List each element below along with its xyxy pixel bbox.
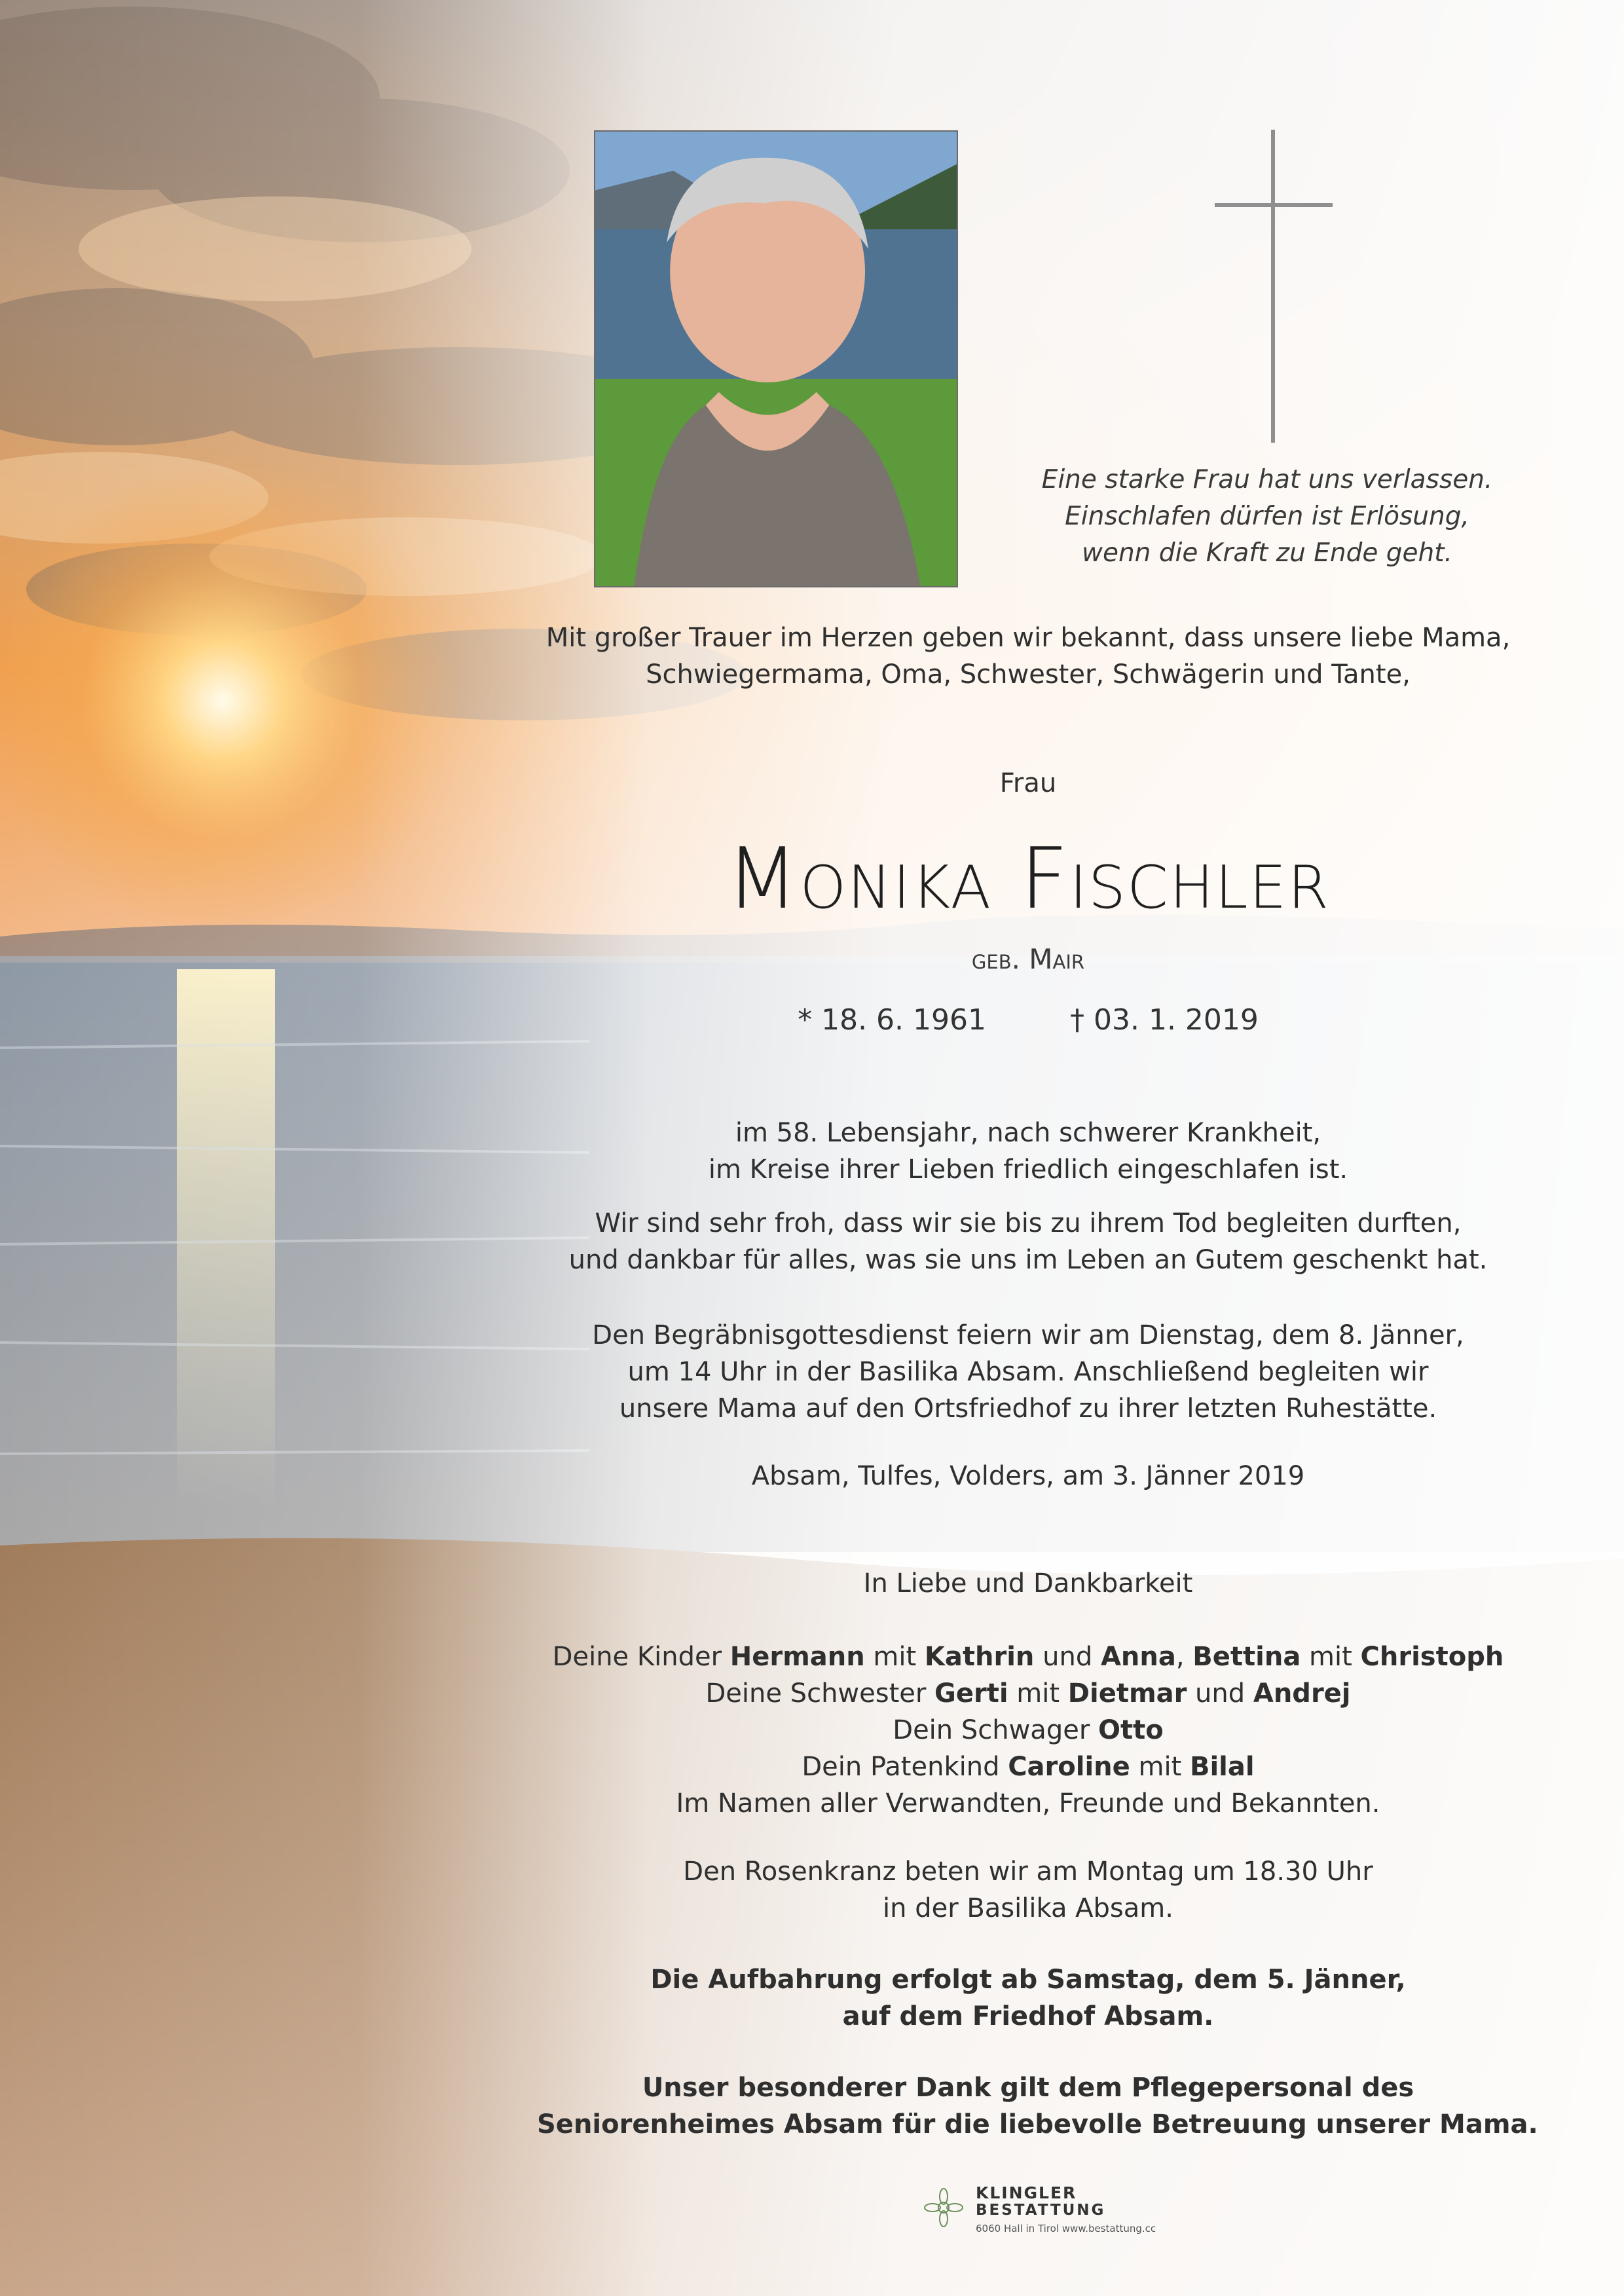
passing-text	[537, 1115, 1519, 1188]
name: Gerti	[934, 1678, 1008, 1709]
family-line-brother-in-law	[537, 1712, 1519, 1749]
place-date-text: Absam, Tulfes, Volders, am 3. Jänner 2019	[751, 1461, 1305, 1491]
gratitude-line: Wir sind sehr froh, dass wir sie bis zu ihrem Tod begleiten durften,	[595, 1208, 1462, 1238]
name: Andrej	[1253, 1678, 1351, 1709]
text: und	[1187, 1678, 1253, 1709]
passing-line: im 58. Lebensjahr, nach schwerer Krankheit,	[735, 1118, 1321, 1148]
text: Dein Patenkind	[802, 1752, 1008, 1782]
portrait-photo	[594, 130, 958, 587]
life-dates	[537, 1001, 1519, 1040]
name: Kathrin	[924, 1642, 1035, 1672]
logo-line-3: 6060 Hall in Tirol www.bestattung.cc	[976, 2223, 1156, 2234]
gratitude-text	[537, 1205, 1519, 1278]
birth-name: geb. Mair	[971, 943, 1085, 975]
family-line-sister	[537, 1675, 1519, 1712]
rosary-line: in der Basilika Absam.	[883, 1893, 1173, 1923]
text: Deine Kinder	[552, 1642, 730, 1672]
name: Caroline	[1008, 1752, 1130, 1782]
honorific	[537, 765, 1519, 802]
family-list	[537, 1639, 1519, 1822]
quote-line: wenn die Kraft zu Ende geht.	[1082, 538, 1452, 568]
text: mit	[1130, 1752, 1190, 1782]
announcement-intro	[537, 620, 1519, 693]
funeral-line: unsere Mama auf den Ortsfriedhof zu ihrer letzten Ruhestätte.	[619, 1394, 1437, 1424]
name: Anna	[1100, 1642, 1176, 1672]
rosary-info	[537, 1853, 1519, 1927]
name: Hermann	[729, 1642, 865, 1672]
family-line-godchild	[537, 1749, 1519, 1785]
text: mit	[1301, 1642, 1361, 1672]
cross-icon	[1215, 130, 1333, 443]
thanks-line: Seniorenheimes Absam für die liebevolle Betreuung unserer Mama.	[537, 2109, 1538, 2139]
passing-line: im Kreise ihrer Lieben friedlich eingeschlafen ist.	[708, 1155, 1348, 1185]
name: Bilal	[1189, 1752, 1255, 1782]
text: mit	[864, 1642, 925, 1672]
intro-line: Schwiegermama, Oma, Schwester, Schwägerin und Tante,	[646, 659, 1411, 690]
name: Christoph	[1360, 1642, 1504, 1672]
text: und	[1034, 1642, 1101, 1672]
viewing-line: auf dem Friedhof Absam.	[842, 2001, 1214, 2031]
gratitude-line: und dankbar für alles, was sie uns im Leben an Gutem geschenkt hat.	[568, 1245, 1488, 1275]
honorific-text: Frau	[999, 768, 1057, 798]
text: Deine Schwester	[705, 1678, 935, 1709]
birth-date: 18. 6. 1961	[821, 1003, 986, 1037]
logo-line-1: KLINGLER	[976, 2183, 1077, 2202]
flower-icon	[923, 2187, 964, 2228]
closing	[537, 1565, 1519, 1602]
viewing-line: Die Aufbahrung erfolgt ab Samstag, dem 5. Jänner,	[650, 1965, 1406, 1995]
name: Bettina	[1192, 1642, 1301, 1672]
quote-line: Einschlafen dürfen ist Erlösung,	[1065, 502, 1469, 531]
quote-line: Eine starke Frau hat uns verlassen.	[1041, 465, 1493, 494]
viewing-info	[537, 1961, 1519, 2035]
rosary-line: Den Rosenkranz beten wir am Montag um 18.30 Uhr	[683, 1857, 1373, 1887]
place-date	[537, 1458, 1519, 1494]
death-symbol: †	[1070, 1003, 1084, 1037]
text: Dein Schwager	[893, 1715, 1098, 1745]
text: ,	[1175, 1642, 1193, 1672]
logo-line-2: BESTATTUNG	[976, 2202, 1106, 2219]
memorial-quote	[956, 462, 1578, 572]
intro-line: Mit großer Trauer im Herzen geben wir bekannt, dass unsere liebe Mama,	[545, 623, 1511, 653]
thanks-line: Unser besonderer Dank gilt dem Pflegepersonal des	[642, 2073, 1414, 2103]
name: Dietmar	[1067, 1678, 1187, 1709]
deceased-name: Monika Fischler	[726, 830, 1331, 928]
closing-text: In Liebe und Dankbarkeit	[863, 1568, 1193, 1599]
text: mit	[1008, 1678, 1068, 1709]
funeral-info	[537, 1317, 1519, 1427]
funeral-line: Den Begräbnisgottesdienst feiern wir am Dienstag, dem 8. Jänner,	[592, 1320, 1464, 1350]
death-date: 03. 1. 2019	[1094, 1003, 1259, 1037]
name: Otto	[1098, 1715, 1164, 1745]
family-line-children	[537, 1639, 1519, 1675]
funeral-home-logo	[923, 2182, 1159, 2241]
family-line-relatives: Im Namen aller Verwandten, Freunde und Bekannten.	[676, 1788, 1380, 1819]
thanks-text	[537, 2069, 1538, 2143]
birth-symbol: *	[798, 1003, 813, 1037]
funeral-line: um 14 Uhr in der Basilika Absam. Anschließend begleiten wir	[627, 1357, 1429, 1387]
